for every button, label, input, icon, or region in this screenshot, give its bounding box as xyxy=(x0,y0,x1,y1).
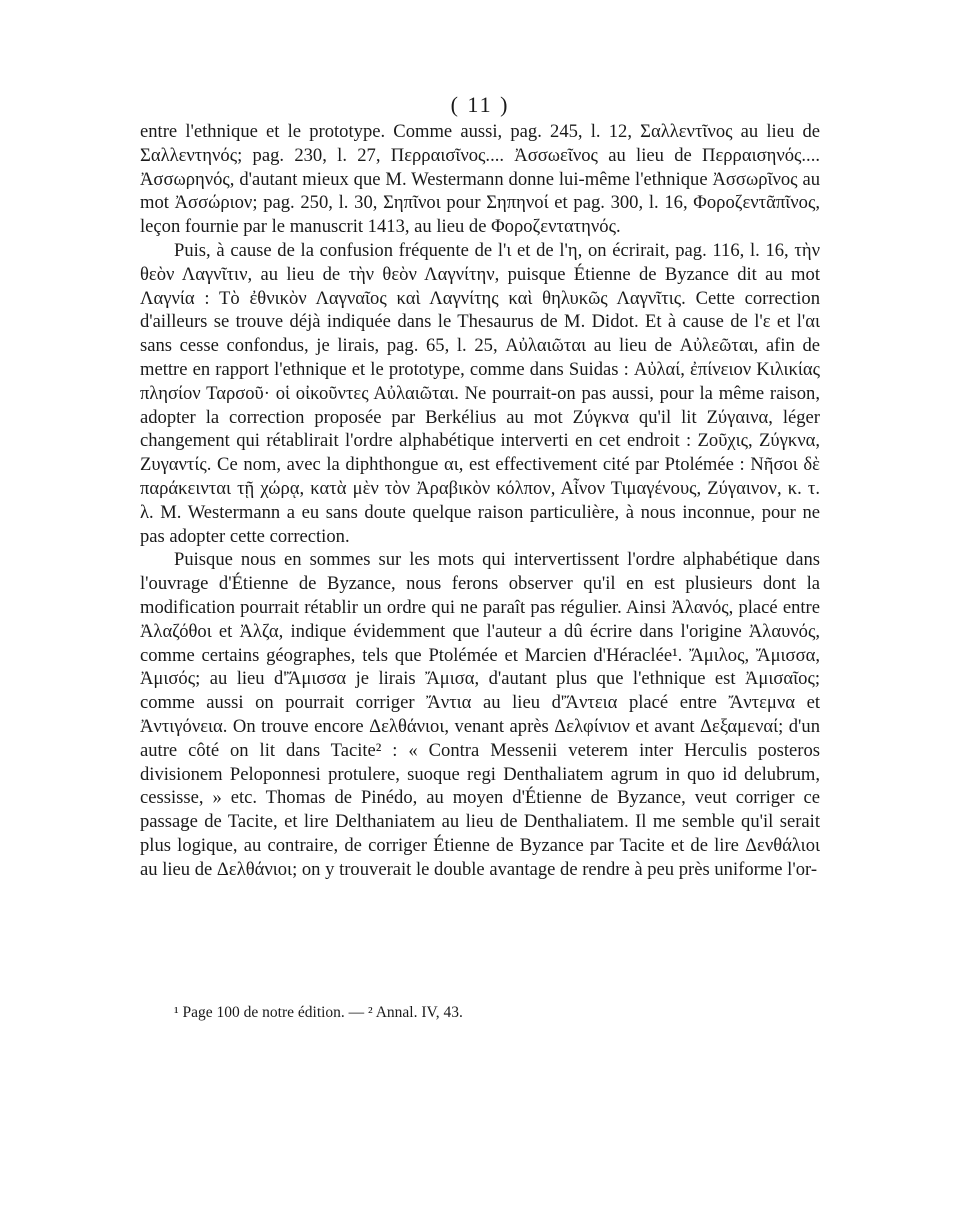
page-number: ( 11 ) xyxy=(450,92,510,117)
body-text xyxy=(140,120,820,882)
footnotes: ¹ Page 100 de notre édition. — ² Annal. IV, 43. xyxy=(174,1004,463,1021)
paragraph-1: entre l'ethnique et le prototype. Comme aussi, pag. 245, l. 12, Σαλλεντῖνος au lieu de Σαλλεντηνός; pag. 230, l. 27, Περραισῖνος.... Ἀσσωεῖνος au lieu de Περραισηνός.... Ἀσσωρηνός, d'autant mieux que M. Westermann donne lui-même l'ethnique Ἀσσωρῖνος au mot Ἀσσώριον; pag. 250, l. 30, Σηπῖνοι pour Σηπηνοί et pag. 300, l. 16, Φοροζεντᾶπῖνος, leçon fournie par le manuscrit 1413, au lieu de Φοροζεντατηνός. xyxy=(140,121,820,238)
paragraph-2: Puis, à cause de la confusion fréquente de l'ι et de l'η, on écrirait, pag. 116, l. 16, τὴν θεὸν Λαγνῖτιν, au lieu de τὴν θεὸν Λαγνίτην, puisque Étienne de Byzance dit au mot Λαγνία : Τὸ ἐθνικὸν Λαγναῖος καὶ Λαγνίτης καὶ θηλυκῶς Λαγνῖτις. Cette correction d'ailleurs se trouve déjà indiquée dans le Thesaurus de M. Didot. Et à cause de l'ε et l'αι sans cesse confondus, je lirais, pag. 65, l. 25, Αὐλαιῶται au lieu de Αὐλεῶται, afin de mettre en rapport l'ethnique et le prototype, comme dans Suidas : Αὐλαί, ἐπίνειον Κιλικίας πλησίον Ταρσοῦ· οἱ οἰκοῦντες Αὐλαιῶται. Ne pourrait-on pas aussi, pour la même raison, adopter la correction proposée par Berkélius au mot Ζύγκνα qu'il lit Ζύγαινα, léger changement qui rétablirait l'ordre alphabétique interverti en cet endroit : Ζοῦχις, Ζύγκνα, Ζυγαντίς. Ce nom, avec la diphthongue αι, est effectivement cité par Ptolémée : Νῆσοι δὲ παράκεινται τῇ χώρᾳ, κατὰ μὲν τὸν Ἀραβικὸν κόλπον, Αἶνον Τιμαγένους, Ζύγαινον, κ. τ. λ. M. Westermann a eu sans doute quelque raison particulière, à nous inconnue, pour ne pas adopter cette correction. xyxy=(140,239,820,547)
paragraph-3: Puisque nous en sommes sur les mots qui intervertissent l'ordre alphabétique dans l'ouvrage d'Étienne de Byzance, nous ferons observer qu'il en est plusieurs dont la modification pourrait rétablir un ordre qui ne paraît pas régulier. Ainsi Ἀλανός, placé entre Ἀλαζόθοι et Ἀλζα, indique évidemment que l'auteur a dû écrire dans l'origine Ἀλαυνός, comme certains géographes, tels que Ptolémée et Marcien d'Héraclée¹. Ἄμιλος, Ἄμισσα, Ἀμισός; au lieu d'Ἄμισσα je lirais Ἄμισα, d'autant plus que l'ethnique est Ἀμισαῖος; comme aussi on pourrait corriger Ἄντια au lieu d'Ἄντεια placé entre Ἄντεμνα et Ἀντιγόνεια. On trouve encore Δελθάνιοι, venant après Δελφίνιον et avant Δεξαμεναί; d'un autre côté on lit dans Tacite² : « Contra Messenii veterem inter Herculis posteros divisionem Peloponnesi protulere, suoque regi Denthaliatem agrum in quo id delubrum, cessisse, » etc. Thomas de Pinédo, au moyen d'Étienne de Byzance, veut corriger ce passage de Tacite, et lire Delthaniatem au lieu de Denthaliatem. Il me semble qu'il serait plus logique, au contraire, de corriger Étienne de Byzance par Tacite et de lire Δενθάλιοι au lieu de Δελθάνιοι; on y trouverait le double avantage de rendre à peu près uniforme l'or- xyxy=(140,549,820,880)
